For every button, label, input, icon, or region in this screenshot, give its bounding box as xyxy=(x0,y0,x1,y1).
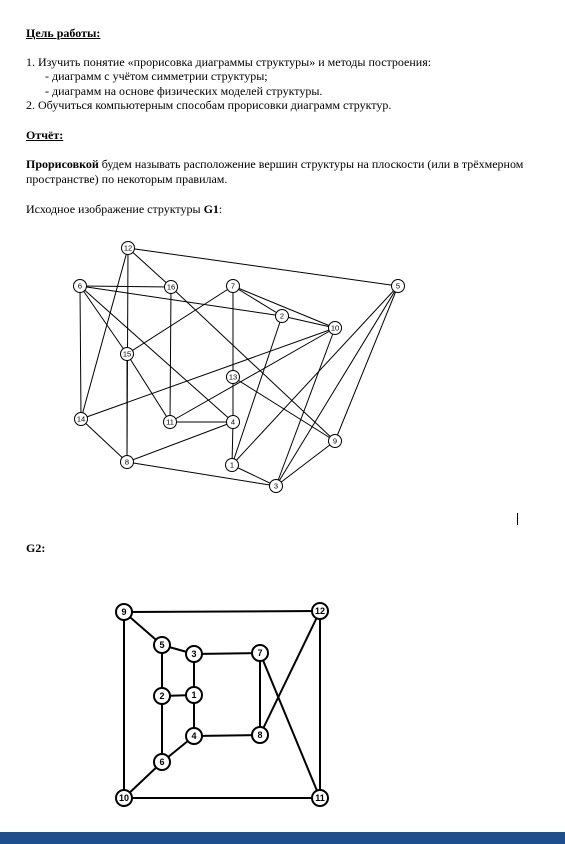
definition-line-2: пространстве) по некоторым правилам. xyxy=(26,172,228,186)
g1-node-label: 2 xyxy=(279,311,285,321)
g1-caption-name: G1 xyxy=(203,202,219,216)
g2-node-label: 12 xyxy=(314,606,326,617)
g2-node-label: 6 xyxy=(159,757,165,768)
g1-node-2 xyxy=(276,310,289,323)
g2-node-label: 5 xyxy=(159,640,165,651)
g1-node-label: 14 xyxy=(76,414,86,424)
g1-edge-14-8 xyxy=(81,419,127,462)
g1-caption-suffix: : xyxy=(218,202,223,216)
g1-edge-12-14 xyxy=(81,248,128,419)
goal-subitem-1: - диаграмм с учётом симметрии структуры; xyxy=(45,69,268,83)
g1-node-3 xyxy=(270,480,283,493)
g1-node-label: 8 xyxy=(124,457,130,467)
g1-edge-6-16 xyxy=(80,286,171,287)
g2-node-7 xyxy=(252,645,268,661)
g1-node-15 xyxy=(121,348,134,361)
g2-node-label: 1 xyxy=(191,690,197,701)
g2-node-12 xyxy=(312,603,328,619)
graph-g1 xyxy=(74,242,405,493)
g2-node-1 xyxy=(186,687,202,703)
g2-node-8 xyxy=(252,727,268,743)
g1-edge-7-15 xyxy=(127,286,233,354)
g2-node-11 xyxy=(312,790,328,806)
g2-edge-9-12 xyxy=(124,611,320,612)
g2-node-label: 11 xyxy=(315,793,325,804)
g1-node-12 xyxy=(122,242,135,255)
g1-node-10 xyxy=(329,322,342,335)
g1-node-16 xyxy=(165,281,178,294)
g1-edge-5-1 xyxy=(232,286,398,465)
g1-edge-12-5 xyxy=(128,248,398,286)
g1-node-9 xyxy=(329,435,342,448)
g1-edge-4-8 xyxy=(127,422,233,462)
goal-heading: Цель работы: xyxy=(26,26,101,40)
g2-edge-3-7 xyxy=(194,653,260,654)
g1-edge-12-16 xyxy=(128,248,171,287)
g1-node-label: 3 xyxy=(273,481,279,491)
g2-label: G2: xyxy=(26,541,46,555)
g1-node-label: 9 xyxy=(332,436,338,446)
g1-edge-5-3 xyxy=(276,286,398,486)
g1-node-label: 16 xyxy=(166,282,176,292)
g1-node-label: 12 xyxy=(123,243,133,253)
definition-term: Прорисовкой xyxy=(26,157,99,171)
g1-edge-8-3 xyxy=(127,462,276,486)
g2-node-label: 9 xyxy=(121,607,127,618)
g1-edge-6-15 xyxy=(80,286,127,354)
g1-caption-prefix: Исходное изображение структуры xyxy=(26,202,204,216)
g1-node-6 xyxy=(74,280,87,293)
g2-node-4 xyxy=(186,728,202,744)
g1-node-label: 13 xyxy=(228,372,238,382)
g1-node-7 xyxy=(227,280,240,293)
g1-edge-10-3 xyxy=(276,328,338,486)
g1-node-label: 6 xyxy=(77,281,83,291)
g2-node-label: 4 xyxy=(191,731,197,742)
report-heading: Отчёт: xyxy=(26,128,64,142)
g1-edge-16-11 xyxy=(170,287,171,422)
g1-edge-10-11 xyxy=(170,328,335,422)
g1-node-8 xyxy=(121,456,134,469)
g1-edge-7-2 xyxy=(233,286,282,316)
g1-edge-6-4 xyxy=(80,286,233,422)
footer-bar xyxy=(0,832,565,844)
g1-node-label: 15 xyxy=(122,349,132,359)
g1-node-13 xyxy=(227,371,240,384)
g2-node-2 xyxy=(154,688,170,704)
g1-edge-5-9 xyxy=(335,286,398,441)
g1-node-1 xyxy=(226,459,239,472)
definition-text: будем называть расположение вершин структуры на плоскости (или в трёхмерном xyxy=(98,157,524,171)
g2-edge-4-8 xyxy=(194,735,260,736)
g2-node-9 xyxy=(116,604,132,620)
g2-node-6 xyxy=(154,754,170,770)
g2-node-label: 7 xyxy=(257,648,263,659)
goal-subitem-2: - диаграмм на основе физических моделей структуры. xyxy=(45,84,323,98)
g1-node-label: 1 xyxy=(229,460,235,470)
g1-node-14 xyxy=(75,413,88,426)
g1-node-label: 10 xyxy=(330,323,340,333)
g1-node-label: 4 xyxy=(230,417,236,427)
g2-node-label: 8 xyxy=(257,730,263,741)
goal-item-2: 2. Обучиться компьютерным способам прорисовки диаграмм структур. xyxy=(26,98,392,112)
g1-edge-6-14 xyxy=(80,286,81,419)
g1-node-label: 11 xyxy=(166,417,174,427)
g2-node-10 xyxy=(116,790,132,806)
g1-edge-2-1 xyxy=(232,316,282,465)
g1-node-4 xyxy=(227,416,240,429)
g1-edge-15-11 xyxy=(127,354,170,422)
g1-edge-2-10 xyxy=(282,316,335,328)
g1-node-5 xyxy=(392,280,405,293)
goal-item-1: 1. Изучить понятие «прорисовка диаграммы структуры» и методы построения: xyxy=(26,55,432,69)
g1-node-label: 7 xyxy=(230,281,236,291)
g2-node-5 xyxy=(154,637,170,653)
g2-node-label: 2 xyxy=(159,691,165,702)
g2-node-3 xyxy=(186,646,202,662)
g2-node-label: 3 xyxy=(191,649,197,660)
g1-node-11 xyxy=(164,416,177,429)
g1-edge-13-9 xyxy=(230,377,335,441)
graph-g2 xyxy=(116,603,328,806)
g1-node-label: 5 xyxy=(395,281,401,291)
g2-node-label: 10 xyxy=(118,793,130,804)
